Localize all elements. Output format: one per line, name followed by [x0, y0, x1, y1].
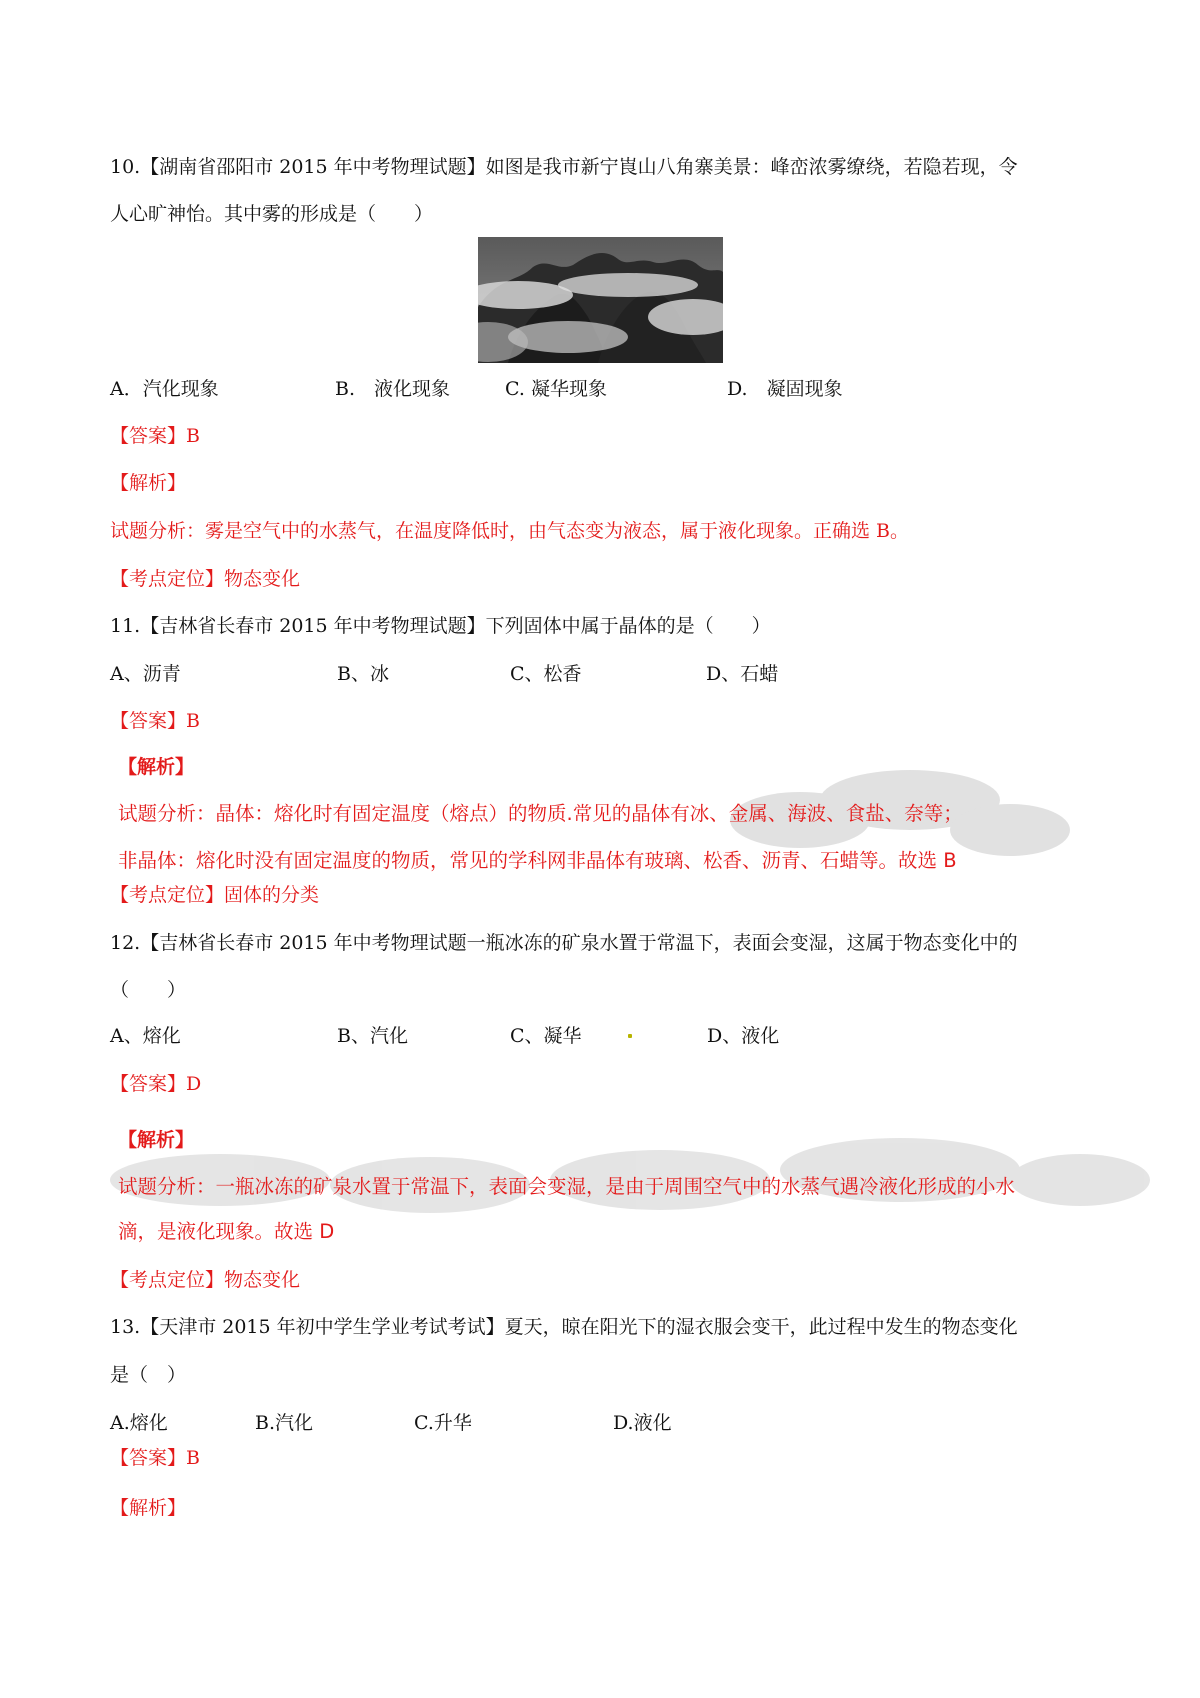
q11-option-a[interactable]: A、沥青	[110, 663, 181, 685]
q13-option-a[interactable]: A.熔化	[110, 1412, 168, 1434]
q11-analysis-label: 【解析】	[118, 756, 195, 778]
q11-point: 【考点定位】固体的分类	[110, 884, 320, 906]
q12-answer: 【答案】D	[110, 1073, 202, 1095]
q12-options	[110, 1023, 930, 1049]
q13-stem-line1: 13.【天津市 2015 年初中学生学业考试考试】夏天，晾在阳光下的湿衣服会变干，此过程中发生的物态变化	[110, 1316, 1018, 1338]
q11-stem-line1: 11.【吉林省长春市 2015 年中考物理试题】下列固体中属于晶体的是（ ）	[110, 615, 771, 637]
q12-option-c[interactable]: C、凝华	[510, 1025, 582, 1047]
q10-point: 【考点定位】物态变化	[110, 568, 301, 590]
q11-option-d[interactable]: D、石蜡	[706, 663, 779, 685]
q10-option-b[interactable]: B. 液化现象	[335, 378, 451, 400]
q10-analysis-label: 【解析】	[110, 472, 187, 494]
q11-analysis-line2: 非晶体：熔化时没有固定温度的物质，常见的学科网非晶体有玻璃、松香、沥青、石蜡等。故选 B	[118, 849, 957, 872]
q13-answer: 【答案】B	[110, 1447, 200, 1469]
q11-option-c[interactable]: C、松香	[510, 663, 582, 685]
q12-analysis-line2: 滴，是液化现象。故选 D	[118, 1220, 335, 1243]
q12-analysis-label: 【解析】	[118, 1129, 195, 1151]
q11-options	[110, 661, 930, 687]
q10-options	[110, 376, 930, 402]
q12-option-b[interactable]: B、汽化	[337, 1025, 408, 1047]
q10-analysis: 试题分析：雾是空气中的水蒸气，在温度降低时，由气态变为液态，属于液化现象。正确选 B。	[110, 520, 910, 542]
q10-option-a[interactable]: A．汽化现象	[110, 378, 219, 400]
q13-option-b[interactable]: B.汽化	[255, 1412, 314, 1434]
q12-point: 【考点定位】物态变化	[110, 1269, 301, 1291]
q13-option-c[interactable]: C.升华	[414, 1412, 472, 1434]
q12-analysis-line1: 试题分析：一瓶冰冻的矿泉水置于常温下，表面会变湿，是由于周围空气中的水蒸气遇冷液化形成的小水	[118, 1175, 1016, 1198]
q12-option-a[interactable]: A、熔化	[110, 1025, 181, 1047]
q12-stem-line1: 12.【吉林省长春市 2015 年中考物理试题一瓶冰冻的矿泉水置于常温下，表面会变湿，这属于物态变化中的	[110, 932, 1018, 954]
q12-stem-line2: （ ）	[110, 979, 187, 1001]
mountain-fog-photo	[478, 237, 723, 363]
q10-option-d[interactable]: D. 凝固现象	[727, 378, 843, 400]
q11-option-b[interactable]: B、冰	[337, 663, 389, 685]
q10-answer: 【答案】B	[110, 425, 200, 447]
q11-analysis-line1: 试题分析：晶体：熔化时有固定温度（熔点）的物质.常见的晶体有冰、金属、海波、食盐、奈等；	[118, 802, 963, 825]
stray-dot	[628, 1034, 632, 1038]
q10-stem-line2: 人心旷神怡。其中雾的形成是（ ）	[110, 203, 434, 225]
q10-stem-line1: 10.【湖南省邵阳市 2015 年中考物理试题】如图是我市新宁崀山八角寨美景：峰峦浓雾缭绕，若隐若现，令	[110, 156, 1018, 178]
q13-option-d[interactable]: D.液化	[613, 1412, 672, 1434]
q13-options	[110, 1410, 930, 1436]
q13-stem-line2: 是（ ）	[110, 1364, 187, 1386]
q10-option-c[interactable]: C. 凝华现象	[505, 378, 607, 400]
q11-answer: 【答案】B	[110, 710, 200, 732]
q13-analysis-label: 【解析】	[110, 1497, 187, 1519]
q12-option-d[interactable]: D、液化	[707, 1025, 780, 1047]
